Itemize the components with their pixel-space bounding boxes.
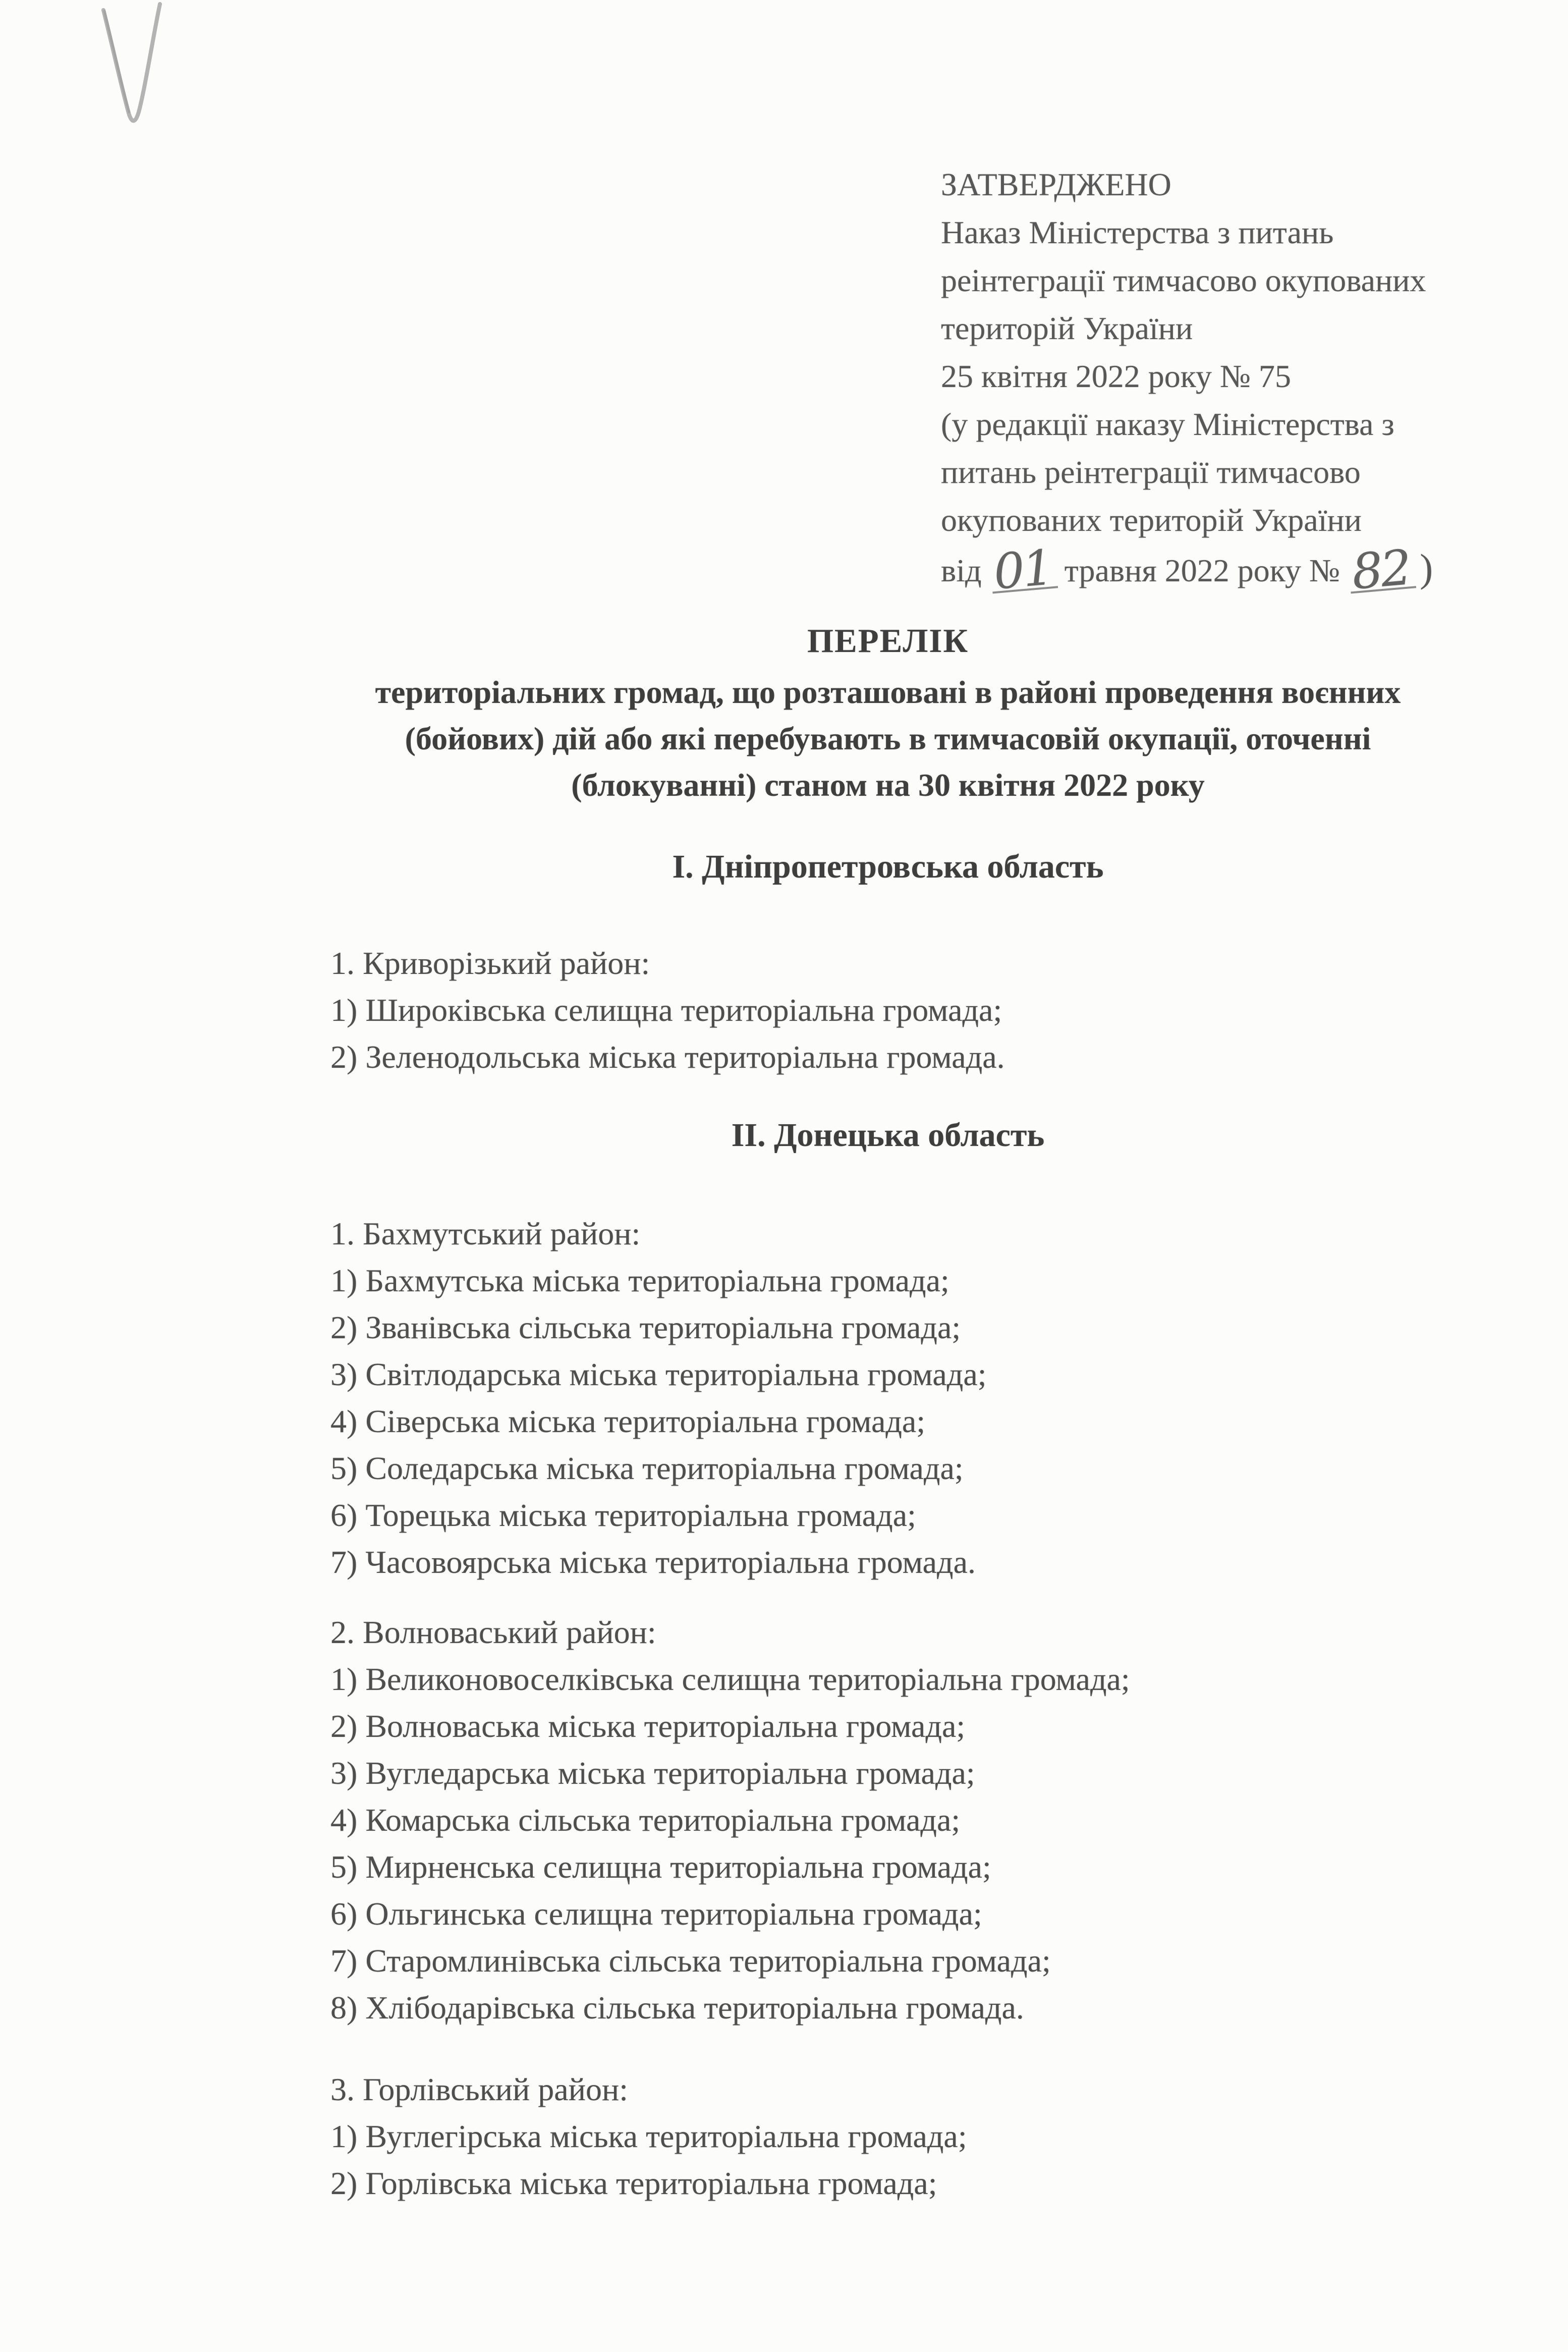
district-title: 1. Бахмутський район: — [330, 1216, 641, 1251]
community-item: 2) Волноваська міська територіальна громада; — [330, 1708, 966, 1744]
community-item: 6) Торецька міська територіальна громада; — [330, 1497, 916, 1533]
community-item: 5) Соледарська міська територіальна громада; — [330, 1450, 964, 1486]
approval-line-edition-1: (у редакції наказу Міністерства з — [941, 406, 1394, 442]
community-item: 2) Зеленодольська міська територіальна громада. — [330, 1039, 1005, 1075]
district-title: 1. Криворізький район: — [330, 945, 650, 981]
date-prefix: від — [941, 553, 982, 588]
date-suffix: ) — [1420, 546, 1433, 590]
approval-line-approved: ЗАТВЕРДЖЕНО — [941, 167, 1171, 202]
subtitle-line-3: (блокуванні) станом на 30 квітня 2022 року — [571, 767, 1205, 803]
approval-line-edition-2: питань реінтеграції тимчасово — [941, 454, 1361, 490]
community-item: 4) Сіверська міська територіальна громада; — [330, 1403, 926, 1439]
document-title: ПЕРЕЛІК — [807, 622, 969, 660]
community-item: 4) Комарська сільська територіальна громада; — [330, 1802, 961, 1838]
community-item: 3) Світлодарська міська територіальна громада; — [330, 1356, 987, 1392]
community-item: 2) Горлівська міська територіальна громада; — [330, 2165, 937, 2201]
approval-block — [941, 160, 1433, 600]
handwritten-order-number: 82 — [1348, 549, 1416, 593]
community-item: 1) Вуглегірська міська територіальна громада; — [330, 2118, 967, 2154]
district-volnovaskyi — [330, 1609, 1130, 2031]
community-item: 3) Вугледарська міська територіальна громада; — [330, 1755, 975, 1791]
community-item: 1) Великоновоселківська селищна територіальна громада; — [330, 1661, 1130, 1697]
approval-line-ministry-1: реінтеграції тимчасово окупованих — [941, 262, 1426, 298]
community-item: 2) Званівська сільська територіальна громада; — [330, 1309, 961, 1345]
approval-line-ministry-2: територій України — [941, 310, 1193, 346]
subtitle-line-1: територіальних громад, що розташовані в районі проведення воєнних — [375, 674, 1401, 710]
section-heading-dnipropetrovska-oblast: І. Дніпропетровська область — [672, 848, 1104, 885]
subtitle-line-2: (бойових) дій або які перебувають в тимчасовій окупації, оточенні — [405, 721, 1371, 756]
district-bakhmutskyi — [330, 1210, 987, 1585]
community-item: 1) Бахмутська міська територіальна громада; — [330, 1263, 949, 1298]
community-item: 6) Ольгинська селищна територіальна громада; — [330, 1896, 982, 1932]
community-item: 7) Часовоярська міська територіальна громада. — [330, 1544, 976, 1580]
approval-line-order: Наказ Міністерства з питань — [941, 214, 1334, 250]
district-title: 3. Горлівський район: — [330, 2071, 628, 2107]
district-title: 2. Волноваський район: — [330, 1614, 656, 1650]
community-item: 1) Широківська селищна територіальна громада; — [330, 992, 1002, 1028]
district-kryvorizkyi — [330, 940, 1005, 1080]
handwritten-day: 01 — [989, 549, 1057, 593]
document-subtitle — [212, 669, 1564, 808]
approval-line-edition-3: окупованих територій України — [941, 502, 1362, 538]
district-horlivskyi — [330, 2066, 967, 2207]
community-item: 5) Мирненська селищна територіальна громада; — [330, 1849, 991, 1885]
pen-stroke-mark-icon — [97, 1, 168, 132]
approval-line-date-75: 25 квітня 2022 року № 75 — [941, 358, 1291, 394]
date-middle: травня 2022 року № — [1064, 553, 1340, 588]
section-heading-donetska-oblast: ІІ. Донецька область — [731, 1117, 1045, 1154]
community-item: 8) Хлібодарівська сільська територіальна громада. — [330, 1990, 1024, 2026]
approval-date-line — [941, 539, 1433, 600]
community-item: 7) Старомлинівська сільська територіальна громада; — [330, 1943, 1051, 1979]
